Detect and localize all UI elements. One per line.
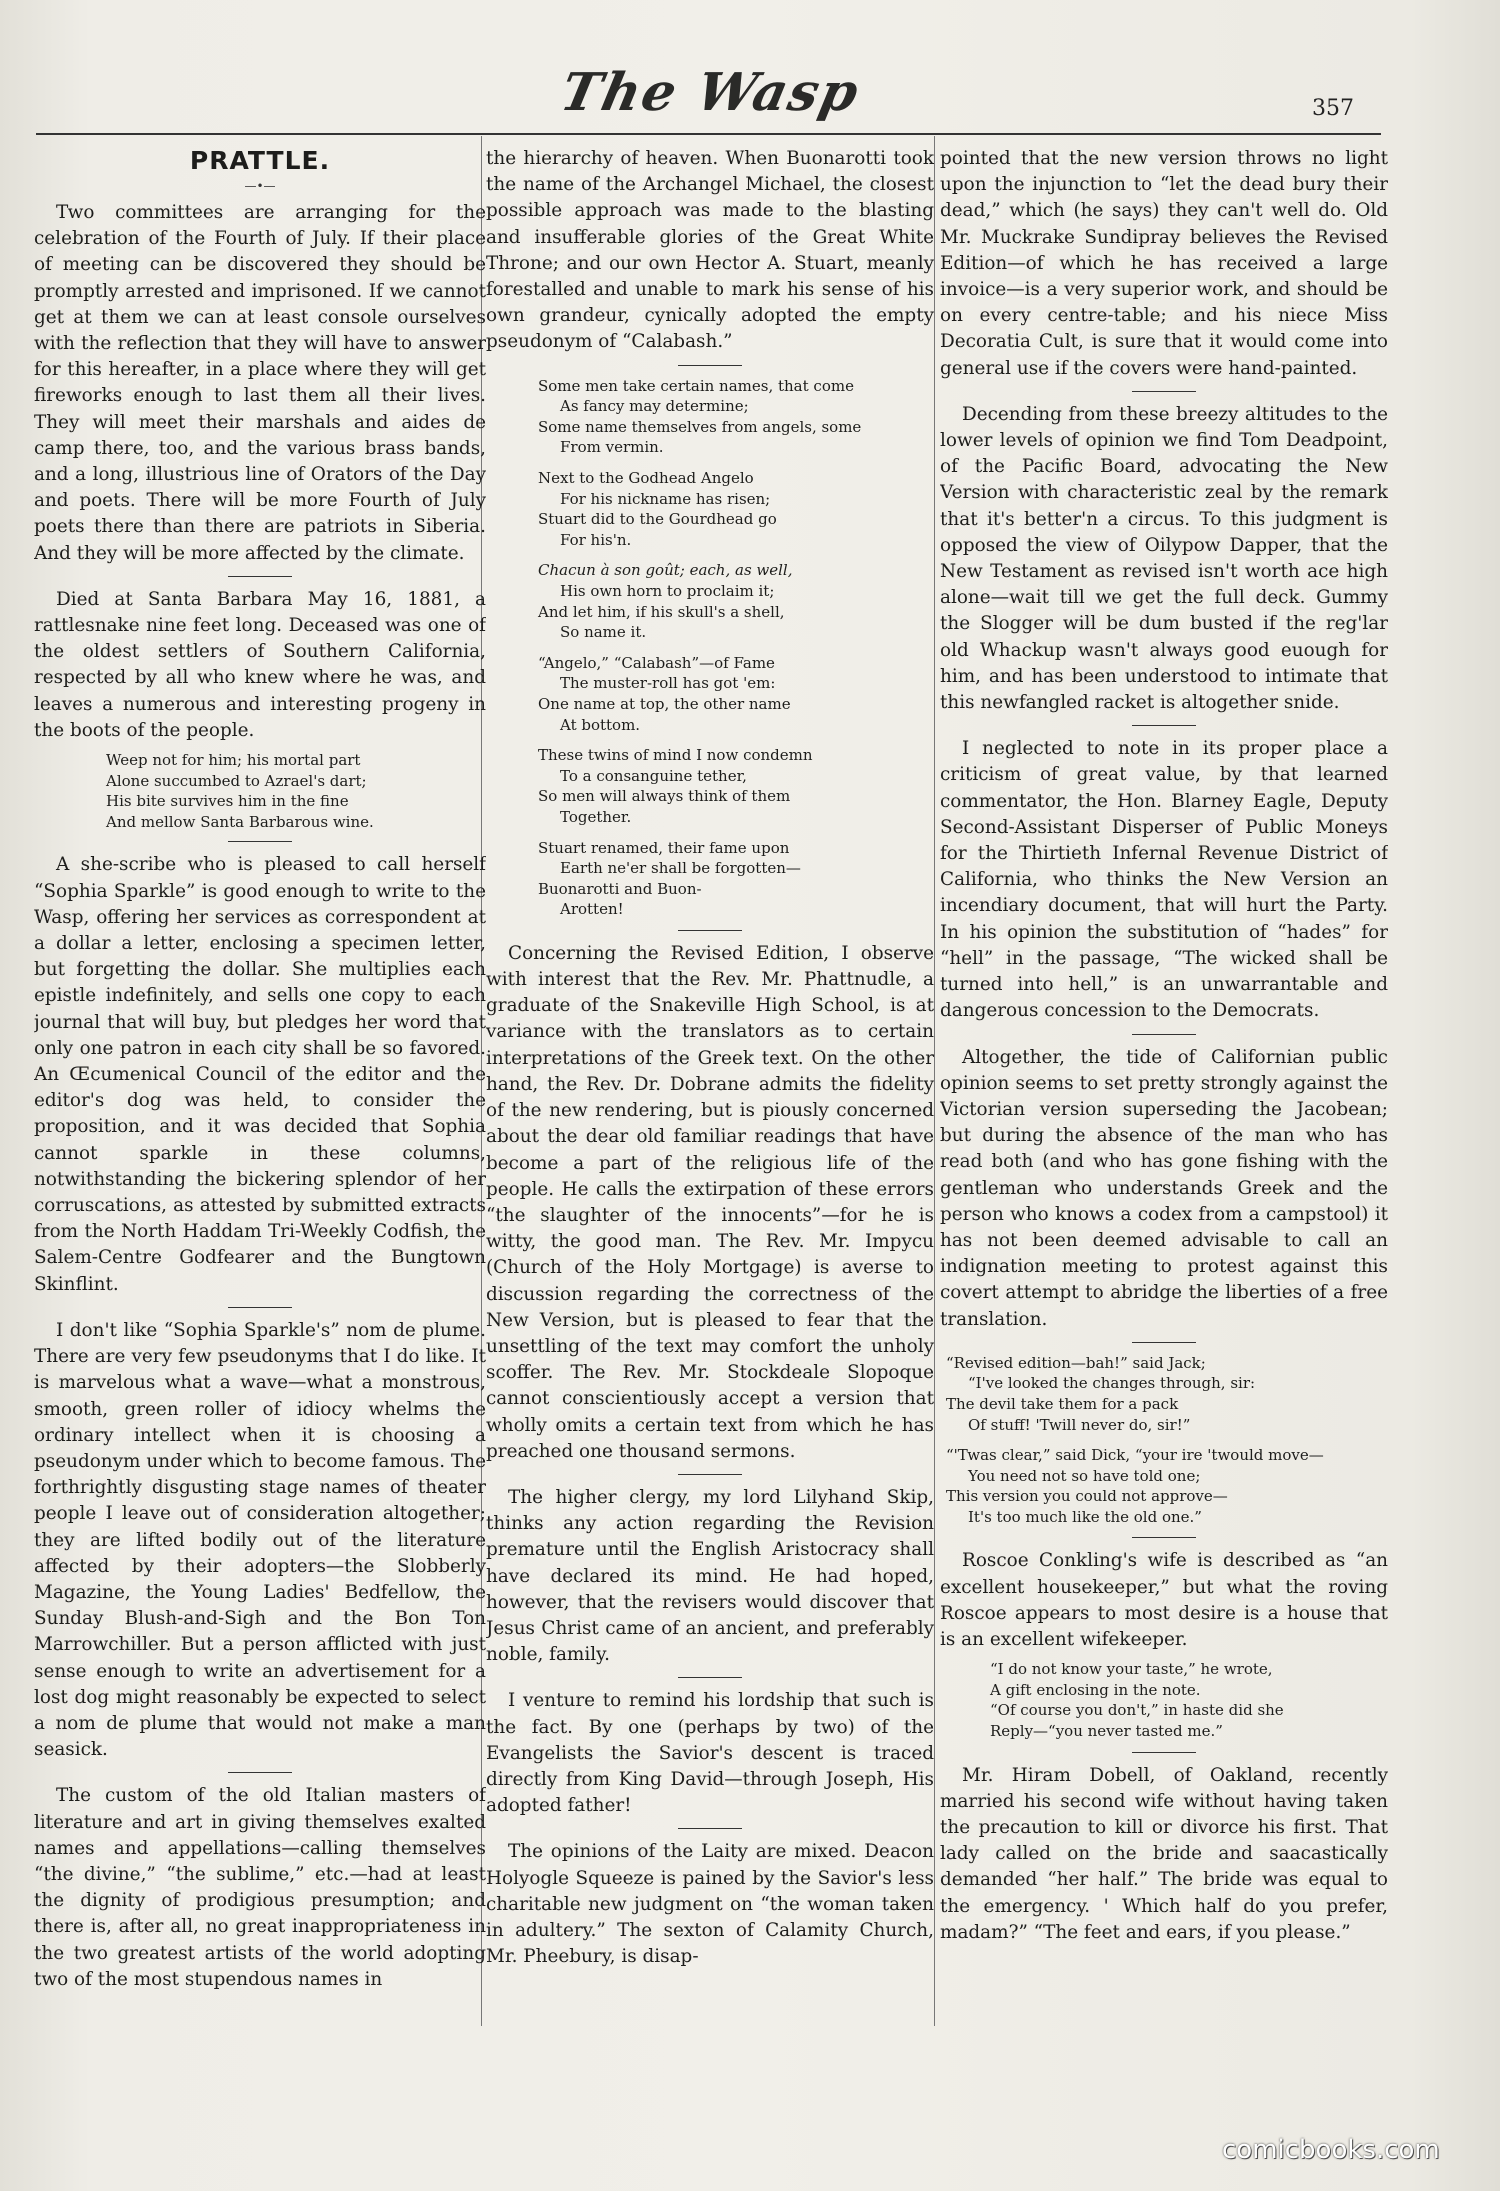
verse-line: Stuart did to the Gourdhead go: [538, 510, 777, 529]
paragraph: Two committees are arranging for the celebration of the Fourth of July. If their place of meeting can be discovered they should be promptly arrested and imprisoned. If we cannot get at them we can at least console ourselves with the reflection that they will have to answer for this hereafter, in a place where they will get fireworks enough to last them all their lives. They will meet their marshals and aides de camp there, too, and the various brass bands, and a long, illustrious line of Orators of the Day and poets. There will be more Fourth of July poets there than there are patriots in Siberia. And they will be more affected by the climate.: [34, 202, 486, 564]
verse-line: A gift enclosing in the note.: [990, 1680, 1201, 1699]
verse-stanza: [538, 653, 934, 735]
verse-line: “Angelo,” “Calabash”—of Fame: [538, 653, 775, 672]
verse-block: [34, 750, 486, 832]
verse-line: Some men take certain names, that come: [538, 376, 854, 395]
separator: [1132, 1342, 1196, 1343]
verse-line: So men will always think of them: [538, 787, 791, 806]
separator: [678, 930, 742, 931]
verse-line: His own horn to proclaim it;: [560, 581, 775, 600]
verse-block: [486, 376, 934, 920]
separator: [678, 1828, 742, 1829]
verse-line: Stuart renamed, their fame upon: [538, 838, 790, 857]
paragraph: Died at Santa Barbara May 16, 1881, a rattlesnake nine feet long. Deceased was one of the oldest settlers of Southern California, respected by all who knew where he was, and leaves a numerous and interesting progeny in the boots of the people.: [34, 588, 486, 741]
verse-line: For his nickname has risen;: [560, 489, 771, 508]
verse-stanza: [946, 1353, 1388, 1435]
column-1: [34, 146, 486, 2026]
paragraph: Concerning the Revised Edition, I observe with interest that the Rev. Mr. Phattnudle, a graduate of the Snakeville High School, is at variance with the translators as to certain interpretations of the Greek text. On the other hand, the Rev. Dr. Dobrane admits the fidelity of the new rendering, but is piously concerned about the dear old familiar readings that have become a part of the religious life of the people. He calls the extirpation of these errors “the slaughter of the innocents”—for he is witty, the good man. The Rev. Mr. Impycu (Church of the Holy Mortgage) is averse to discussion regarding the correctness of the New Version, but is pleased to fear that the unsettling of the text may comfort the unholy scoffer. The Rev. Mr. Stockdeale Slopoque cannot conscientiously accept a version that wholly omits a certain text from which he has preached one thousand sermons.: [486, 942, 934, 1462]
verse-stanza: [538, 376, 934, 458]
verse-line: His bite survives him in the fine: [106, 792, 349, 811]
paragraph: The opinions of the Laity are mixed. Deacon Holyogle Squeeze is pained by the Savior's less charitable new judgment on “the woman taken in adultery.” The sexton of Calamity Church, Mr. Pheebury, is disap-: [486, 1841, 934, 1968]
verse-line: Arotten!: [560, 900, 624, 919]
verse-line: “Revised edition—bah!” said Jack;: [946, 1353, 1206, 1372]
verse-line: To a consanguine tether,: [560, 766, 747, 785]
separator: [678, 1474, 742, 1475]
paragraph: I don't like “Sophia Sparkle's” nom de plume. There are very few pseudonyms that I do like. It is marvelous what a wave—what a monstrous, smooth, green roller of idiocy whelms the ordinary intellect when it is choosing a pseudonym under which to become famous. The forthrightly disgusting stage names of theater people I leave out of consideration altogether; they are lifted bodily out of the literature affected by their adopters—the Slobberly Magazine, the Young Ladies' Bedfellow, the Sunday Blush-and-Sigh and the Bon Ton Marrowchiller. But a person afflicted with just sense enough to write an advertisement for a lost dog might reasonably be expected to select a nom de plume that would not make a man seasick.: [34, 1319, 486, 1761]
paragraph: the hierarchy of heaven. When Buonarotti took the name of the Archangel Michael, the closest possible approach was made to the blasting and insufferable glories of the Great White Throne; and our own Hector A. Stuart, meanly forestalled and unable to mark his sense of his own grandeur, cynically adopted the empty pseudonym of “Calabash.”: [486, 148, 934, 353]
verse-line: So name it.: [560, 623, 647, 642]
verse-line: Weep not for him; his mortal part: [106, 751, 361, 770]
paragraph: pointed that the new version throws no light upon the injunction to “let the dead bury their dead,” which (he says) they can't well do. Old Mr. Muckrake Sundipray believes the Revised Edition—of which he has received a large invoice—is a very superior work, and should be on every centre-table; and his niece Miss Decoratia Cult, is sure that it would come into general use if the covers were hand-painted.: [940, 148, 1388, 379]
verse-line: “I do not know your taste,” he wrote,: [990, 1660, 1273, 1679]
verse-stanza: [990, 1659, 1388, 1741]
verse-line: And mellow Santa Barbarous wine.: [106, 812, 374, 831]
separator: [228, 1307, 292, 1308]
verse-line: It's too much like the old one.”: [968, 1507, 1202, 1526]
paragraph: Mr. Hiram Dobell, of Oakland, recently married his second wife without having taken the precaution to kill or divorce his first. That lady called on the bride and saacastically demanded “her half.” The bride was equal to the emergency. ' Which half do you prefer, madam?” “The feet and ears, if you please.”: [940, 1764, 1388, 1943]
verse-stanza: [538, 838, 934, 920]
verse-line: Together.: [560, 807, 632, 826]
verse-line: From vermin.: [560, 438, 664, 457]
verse-line: Some name themselves from angels, some: [538, 417, 862, 436]
separator: [228, 576, 292, 577]
article-heading: PRATTLE.: [189, 146, 331, 175]
heading-ornament: —•—: [244, 179, 276, 193]
verse-line: You need not so have told one;: [968, 1466, 1201, 1485]
masthead-logo: The Wasp: [555, 62, 865, 123]
verse-block: [940, 1353, 1388, 1528]
verse-line: These twins of mind I now condemn: [538, 746, 813, 765]
separator: [1132, 1034, 1196, 1035]
verse-line: “'Twas clear,” said Dick, “your ire 'twould move—: [946, 1446, 1324, 1465]
verse-line: Next to the Godhead Angelo: [538, 469, 754, 487]
paragraph: The custom of the old Italian masters of literature and art in giving themselves exalted names and appellations—calling themselves “the divine,” “the sublime,” etc.—had at least the dignity of prodigious presumption; and there is, after all, no great inappropriateness in the two greatest artists of the world adopting two of the most stupendous names in: [34, 1785, 486, 1990]
separator: [228, 841, 292, 842]
paragraph: I venture to remind his lordship that such is the fact. By one (perhaps by two) of the Evangelists the Savior's descent is traced directly from King David—through Joseph, His adopted father!: [486, 1690, 934, 1817]
verse-block: [940, 1659, 1388, 1741]
verse-line: Earth ne'er shall be forgotten—: [560, 859, 801, 878]
verse-stanza: [946, 1445, 1388, 1527]
separator: [678, 365, 742, 366]
paragraph: Decending from these breezy altitudes to the lower levels of opinion we find Tom Deadpoint, of the Pacific Board, advocating the New Version with characteristic zeal by the remark that it's better'n a circus. To this judgment is opposed the view of Oilypow Dapper, that the New Testament as revised isn't worth ace high alone—wait till we get the full deck. Gummy the Slogger will be dum busted if the reg'lar old Whackup wasn't always good euough for him, and has been understood to intimate that this newfangled racket is altogether snide.: [940, 403, 1388, 714]
separator: [1132, 725, 1196, 726]
column-3: [940, 146, 1388, 2026]
paragraph: I neglected to note in its proper place a criticism of great value, by that learned commentator, the Hon. Blarney Eagle, Deputy Second-Assistant Disperser of Public Moneys for the Thirtieth Infernal Revenue District of California, who thinks the New Version an incendiary document, that will hurt the Party. In his opinion the substitution of “hades” for “hell” in the passage, “The wicked shall be turned into hell,” is an unwarrantable and dangerous concession to the Democrats.: [940, 738, 1388, 1022]
verse-line: At bottom.: [560, 715, 641, 734]
verse-line: “Of course you don't,” in haste did she: [990, 1701, 1284, 1720]
paragraph: A she-scribe who is pleased to call herself “Sophia Sparkle” is good enough to write to the Wasp, offering her services as correspondent at a dollar a letter, enclosing a specimen letter, but forgetting the dollar. She multiplies each epistle indefinitely, and sells one copy to each journal that will buy, but pledges her word that only one patron in each city shall be so favored. An Œcumenical Council of the editor and the editor's dog was held, to consider the proposition, and it was decided that Sophia cannot sparkle in these columns, notwithstanding the bickering splendor of her corruscations, as attested by submitted extracts from the North Haddam Tri-Weekly Codfish, the Salem-Centre Godfearer and the Bungtown Skinflint.: [34, 854, 486, 1295]
verse-line: Of stuff! 'Twill never do, sir!”: [968, 1415, 1191, 1434]
verse-line: This version you could not approve—: [946, 1487, 1228, 1506]
verse-line: Buonarotti and Buon-: [538, 879, 702, 898]
verse-line: Chacun à son goût; each, as well,: [538, 561, 793, 580]
verse-line: The muster-roll has got 'em:: [560, 674, 776, 693]
header-rule: [36, 133, 1381, 135]
paragraph: The higher clergy, my lord Lilyhand Skip, thinks any action regarding the Revision premature until the English Aristocracy shall have declared its mind. He had hoped, however, that the revisers would discover that Jesus Christ came of an ancient, and preferably noble, family.: [486, 1486, 934, 1666]
separator: [1132, 391, 1196, 392]
verse-line: “I've looked the changes through, sir:: [968, 1374, 1256, 1393]
separator: [1132, 1752, 1196, 1753]
verse-stanza: [538, 560, 934, 642]
separator: [678, 1677, 742, 1678]
verse-line: And let him, if his skull's a shell,: [538, 602, 785, 621]
verse-stanza: [538, 745, 934, 827]
page-number: 357: [1312, 96, 1354, 121]
column-2: [486, 146, 934, 2026]
verse-line: For his'n.: [560, 530, 632, 549]
verse-line: One name at top, the other name: [538, 694, 791, 713]
paragraph: Altogether, the tide of Californian public opinion seems to set pretty strongly against the Victorian version superseding the Jacobean; but during the absence of the man who has read both (and who has gone fishing with the gentleman who understands Greek and the person who knows a codex from a campstool) it has not been deemed advisable to call an indignation meeting to protest against this covert attempt to abridge the liberties of a free translation.: [940, 1046, 1388, 1330]
verse-line: Reply—“you never tasted me.”: [990, 1722, 1223, 1741]
separator: [228, 1772, 292, 1773]
verse-stanza: [538, 468, 934, 550]
watermark: comicbooks.com: [1222, 2135, 1440, 2165]
verse-line: As fancy may determine;: [560, 397, 749, 416]
verse-line: Alone succumbed to Azrael's dart;: [106, 771, 367, 790]
paragraph: Roscoe Conkling's wife is described as “an excellent housekeeper,” but what the roving Roscoe appears to most desire is a house that is an excellent wifekeeper.: [940, 1550, 1388, 1651]
separator: [1132, 1537, 1196, 1538]
verse-line: The devil take them for a pack: [946, 1394, 1179, 1413]
column-divider-2: [934, 136, 935, 2026]
